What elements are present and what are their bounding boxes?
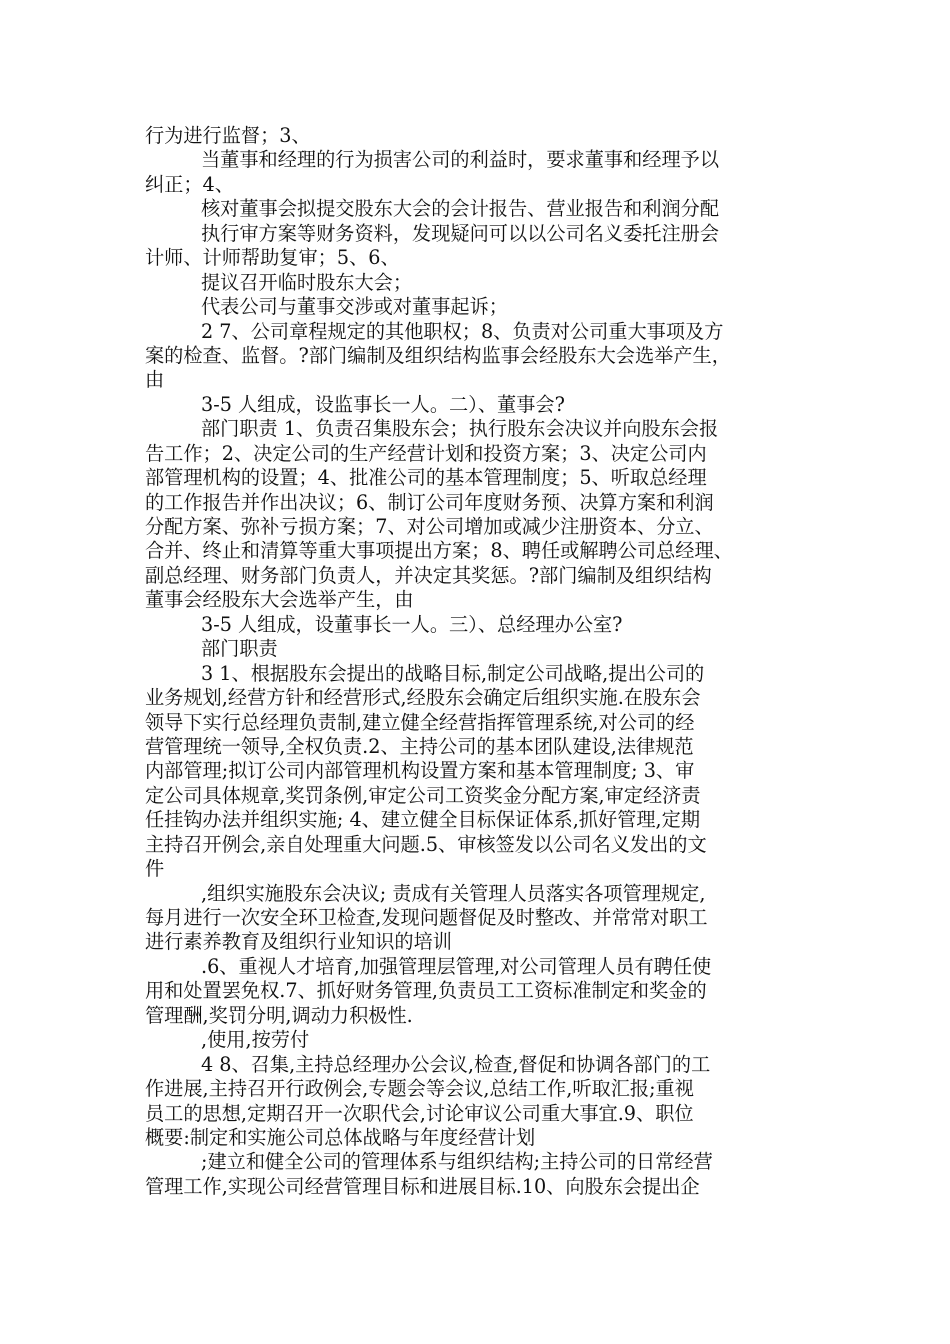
text-line: 执行审方案等财务资料，发现疑问可以以公司名义委托注册会 [201,221,720,245]
text-line: .6、重视人才培育,加强管理层管理,对公司管理人员有聘任使 [201,954,712,978]
text-line: 业务规划,经营方针和经营形式,经股东会确定后组织实施.在股东会 [145,686,701,710]
text-line: 管理酬,奖罚分明,调动力积极性. [145,1003,413,1027]
text-line: 作进展,主持召开行政例会,专题会等会议,总结工作,听取汇报;重视 [145,1077,694,1101]
text-line: 董事会经股东大会选举产生，由 [145,588,414,612]
text-line: 3 1、根据股东会提出的战略目标,制定公司战略,提出公司的 [201,661,705,685]
text-line: 用和处置罢免权.7、抓好财务管理,负责员工工资标准制定和奖金的 [145,979,707,1003]
text-line: 任挂钩办法并组织实施; 4、建立健全目标保证体系,抓好管理,定期 [145,808,701,832]
text-line: 4 8、召集,主持总经理办公会议,检查,督促和协调各部门的工 [201,1052,711,1076]
text-line: 管理工作,实现公司经营管理目标和进展目标.10、向股东会提出企 [145,1174,700,1198]
text-line: 内部管理;拟订公司内部管理机构设置方案和基本管理制度; 3、审 [145,759,695,783]
text-line: 副总经理、财务部门负责人，并决定其奖惩。?部门编制及组织结构 [145,563,712,587]
text-line: 每月进行一次安全环卫检查,发现问题督促及时整改、并常常对职工 [145,906,708,929]
text-line: 纠正；4、 [145,172,234,196]
text-line: 当董事和经理的行为损害公司的利益时，要求董事和经理予以 [201,148,720,172]
text-line: 代表公司与董事交涉或对董事起诉； [201,295,508,319]
text-line: 核对董事会拟提交股东大会的会计报告、营业报告和利润分配 [201,197,720,221]
text-line: 部管理机构的设置；4、批准公司的基本管理制度；5、听取总经理 [145,466,707,490]
text-line: 领导下实行总经理负责制,建立健全经营指挥管理系统,对公司的经 [145,710,695,734]
text-line: 员工的思想,定期召开一次职代会,讨论审议公司重大事宜.9、职位 [145,1101,694,1125]
text-line: 定公司具体规章,奖罚条例,审定公司工资奖金分配方案,审定经济责 [145,783,701,807]
text-line: 案的检查、监督。?部门编制及组织结构监事会经股东大会选举产生， [145,343,731,367]
text-line: 部门职责 [201,637,278,661]
text-line: 合并、终止和清算等重大事项提出方案；8、聘任或解聘公司总经理、 [145,539,733,563]
text-line: 营管理统一领导,全权负责.2、主持公司的基本团队建设,法律规范 [145,734,694,758]
text-line: ,组织实施股东会决议; 责成有关管理人员落实各项管理规定, [201,881,706,905]
text-line: 进行素养教育及组织行业知识的培训 [145,930,452,954]
text-line: 告工作；2、决定公司的生产经营计划和投资方案；3、决定公司内 [145,441,707,465]
text-line: 主持召开例会,亲自处理重大问题.5、审核签发以公司名义发出的文 [145,832,707,856]
text-line: 2 7、公司章程规定的其他职权；8、负责对公司重大事项及方 [201,319,724,343]
text-line: 提议召开临时股东大会； [201,270,413,294]
text-line: ,使用,按劳付 [201,1028,310,1052]
text-line: 行为进行监督；3、 [145,124,311,147]
text-line: 由 [145,368,165,392]
text-line: 分配方案、弥补亏损方案；7、对公司增加或减少注册资本、分立、 [145,515,714,538]
text-line: 3-5 人组成，设董事长一人。三）、总经理办公室? [201,612,623,636]
text-line: 计师、计师帮助复审；5、6、 [145,246,400,270]
text-line: ;建立和健全公司的管理体系与组织结构;主持公司的日常经营 [201,1150,713,1174]
text-line: 的工作报告并作出决议；6、制订公司年度财务预、决算方案和利润 [145,490,714,514]
text-line: 部门职责 1、负责召集股东会；执行股东会决议并向股东会报 [201,417,719,441]
text-line: 概要:制定和实施公司总体战略与年度经营计划 [145,1125,536,1149]
text-line: 件 [145,857,165,881]
text-line: 3-5 人组成，设监事长一人。二）、董事会? [201,392,565,416]
document-body [145,124,815,1199]
